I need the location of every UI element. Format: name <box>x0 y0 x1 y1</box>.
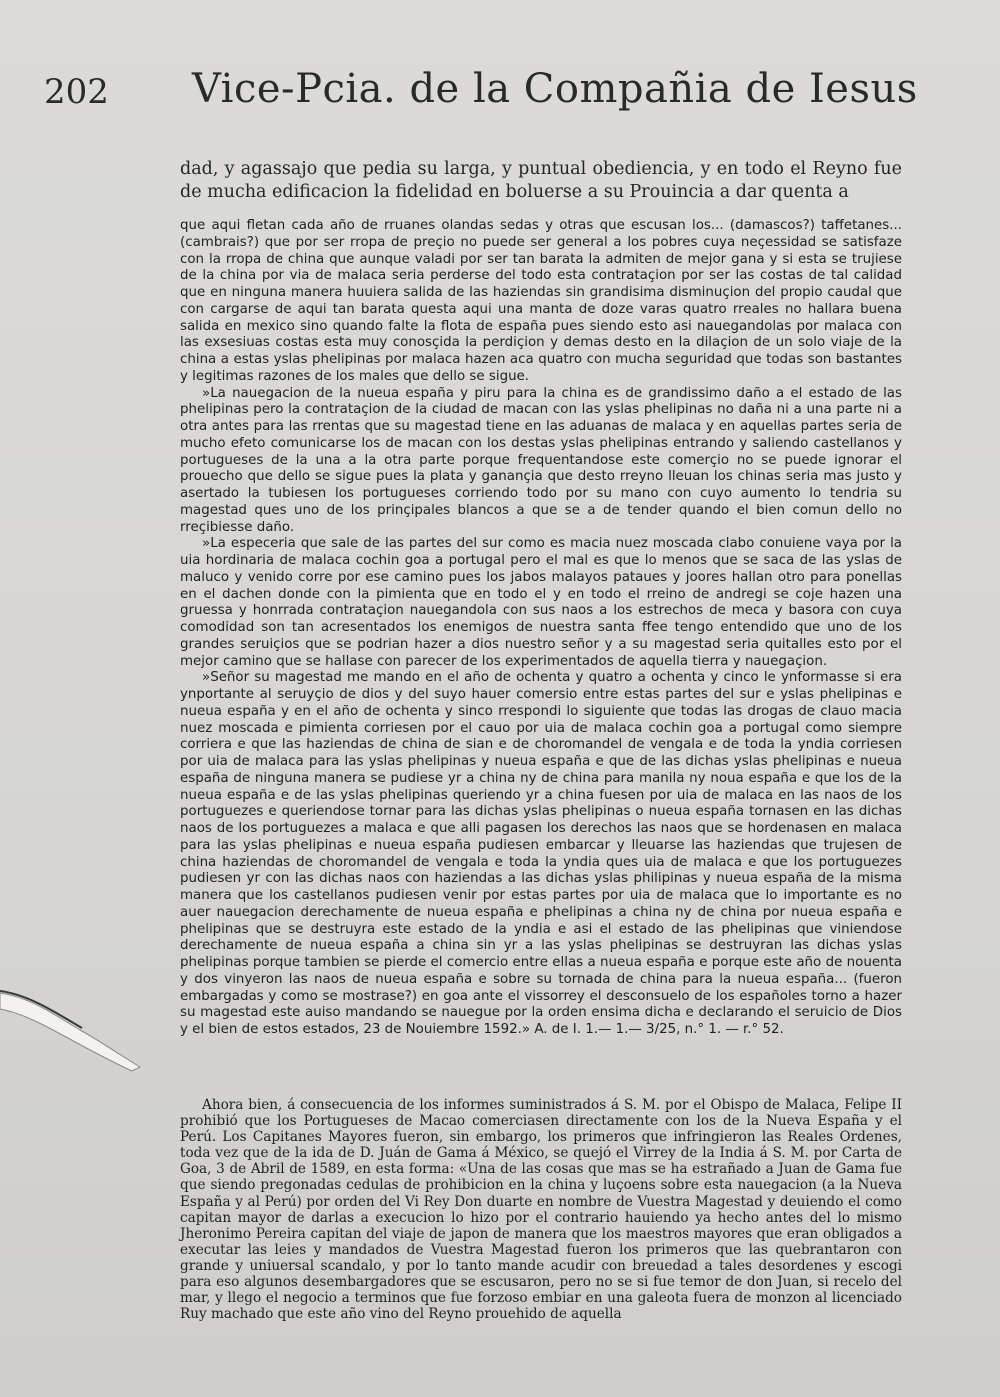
body-paragraph-2: »La nauegacion de la nueua españa y piru para la china es de grandissimo daño a el estado de las phelipinas pero la contrataçion de la ciudad de macan con las yslas phelipinas no daña ni a una parte ni a otra antes para las rrentas que su magestad tiene en las aduanas de malaca y en aquellas partes seria de mucho efeto comunicarse los de macan con los destas yslas phelipinas entrando y saliendo castellanos y portugueses de la una a la otra parte porque frequentandose este comerçio no se puede ignorar el prouecho que dello se sigue pues la plata y ganançia que desto rreyno lleuan los chinas seria mas justo y asertado la tubiesen los portugueses corriendo todo por su mano con cuyo aumento lo tendria su magestad ques uno de los prinçipales blancos a que se a de tender quando el bien comun dello no rreçibiesse daño. <box>180 385 902 535</box>
body-paragraph-4: »Señor su magestad me mando en el año de ochenta y quatro a ochenta y cinco le ynformasse si era ynportante al seruyçio de dios y del suyo hauer comersio entre estas partes del sur e yslas phelipinas e nueua españa y en el año de ochenta y sinco rrespondi lo siguiente que todas las drogas de clauo macia nuez moscada e pimienta corriesen por el cauo por uia de malaca cochin goa a portugal como siempre corriera e que las haziendas de china de sian e de choromandel de vengala e de toda la yndia corriesen por uia de malaca para las yslas phelipinas y nueua españa e que de las dichas yslas phelipinas e nueua españa de ninguna manera se pudiese yr a china ny de china para manila ny noua españa e que los de la nueua españa e de las yslas phelipinas queriendo yr a china fuesen por uia de malaca en las naos de los portuguezes e queriendose tornar para las dichas yslas phelipinas o nueua españa tornasen en las dichas naos de los portuguezes a malaca e que alli pagasen los derechos las naos que se hordenasen en malaca para las yslas phelipinas e nueua españa pudiesen embarcar y lleuarse las haziendas que trujesen de china haziendas de choromandel de vengala e toda la yndia ques uia de malaca e que los portuguezes pudiesen yr con las dichas naos con haziendas a las dichas yslas philipinas y nueua españa de la misma manera que los castellanos pudiesen venir por estas partes por uia de malaca que lo importante es no auer nauegacion derechamente de nueua españa e phelipinas a china ny de china por nueua españa e phelipinas que se destruyra este estado de la yndia e asi el estado de las phelipinas que viniendose derechamente de nueua españa a china sin yr a las yslas phelipinas se destruyran las dichas yslas phelipinas porque tambien se pierde el comercio entre ellas a nueua españa e porque este año de nouenta y dos vinyeron las naos de nueua españa e sobre su tornada de china para la nueua españa... (fueron embargadas y como se mostrase?) en goa ante el vissorrey el desconsuelo de los españoles torno a hazer su magestad este auiso mandando se nauegue por la orden ensima dicha e declarando el seruicio de Dios y el bien de estos estados, 23 de Nouiembre 1592.» A. de I. 1.— 1.— 3/25, n.° 1. — r.° 52. <box>180 670 902 1037</box>
quoted-document-body <box>180 218 902 1039</box>
page-tear-mark <box>0 975 150 1075</box>
body-paragraph-3: »La especeria que sale de las partes del sur como es macia nuez moscada clabo conuiene vaya por la uia hordinaria de malaca cochin goa a portugal pero el mal es que lo menos que se saca de las yslas de maluco y venido corre por ese camino pues los jabos malayos pataues y joores hallan otro para ponellas en el dachen donde con la pimienta que en todo el y en todo el rreino de andregi se coje hazen una gruessa y honrrada contrataçion nauegandola con sus naos a los estrechos de meca y basora con cuya comodidad son tan acresentados los enemigos de nuestra santa ffee tengo entendido que uno de los grandes seruiçios que se podrian hazer a dios nuestro señor y a su magestad seria quitalles esto por el mejor camino que se hallase con parecer de los experimentados de aquella tierra y nauegaçion. <box>180 536 902 669</box>
closing-section <box>180 1097 902 1322</box>
page-number: 202 <box>44 72 109 112</box>
lead-paragraph: dad, y agassajo que pedia su larga, y puntual obediencia, y en todo el Reyno fue de mucha edificacion la fidelidad en boluerse a su Prouincia a dar quenta a <box>180 158 902 202</box>
closing-paragraph: Ahora bien, á consecuencia de los informes suministrados á S. M. por el Obispo de Malaca, Felipe II prohibió que los Portugueses de Macao comerciasen directamente con los de la Nueva España y el Perú. Los Capitanes Mayores fueron, sin embargo, los primeros que infringieron las Reales Ordenes, toda vez que de la ida de D. Juán de Gama á México, se quejó el Virrey de la India á S. M. por Carta de Goa, 3 de Abril de 1589, en esta forma: «Una de las cosas que mas se ha estrañado a Juan de Gama fue que siendo pregonadas cedulas de prohibicion en la china y luçoens sobre esta nauegacion (a la Nueva España y al Perú) por orden del Vi Rey Don duarte en nombre de Vuestra Magestad y deuiendo el como capitan mayor de darlas a execucion lo hizo por el contrario hauiendo ya hecho antes del lo mismo Jheronimo Pereira capitan del viaje de japon de manera que los maestros mayores que eran obligados a executar las leies y mandados de Vuestra Magestad fueron los primeros que las quebrantaron con grande y uniuersal scandalo, y por lo tanto mande acudir con breuedad a tales desordenes y escogi para eso algunos desembargadores que se escusaron, pero no se si fue temor de don Juan, si recelo del mar, y llego el negocio a terminos que fue forzoso embiar en una galeota fuera de monzon al licenciado Ruy machado que este año vino del Reyno prouehido de aquella <box>180 1097 902 1323</box>
tear-edge <box>0 993 140 1071</box>
running-title: Vice-Pcia. de la Compañia de Iesus <box>192 66 918 112</box>
page-header <box>44 62 924 132</box>
body-paragraph-1: que aqui fletan cada año de rruanes olandas sedas y otras que escusan los... (damascos?) taffetanes... (cambrais?) que por ser rropa de preçio no puede ser general a los pobres cuya neçessidad se satisfaze con la rropa de china que aunque valadi por ser tan barata la admiten de mejor gana y si esta se trujiese de la china por via de malaca seria perderse del todo esta contrataçion por ser las costas de tal calidad que en ninguna manera huuiera salida de las haziendas sin grandisima disminuçion del propio caudal que con cargarse de aqui tan barata questa aqui una manta de doze varas quatro rreales no hallara buena salida en mexico sino quando falte la flota de españa pues siendo esto asi nauegandolas por malaca con las exsesiuas costas esta muy conosçida la perdiçion y demas desto en la dilaçion de un solo viaje de la china a estas yslas phelipinas por malaca hazen aca quatro con mucha seguridad que todas son bastantes y legitimas razones de los males que dello se sigue. <box>180 218 902 384</box>
